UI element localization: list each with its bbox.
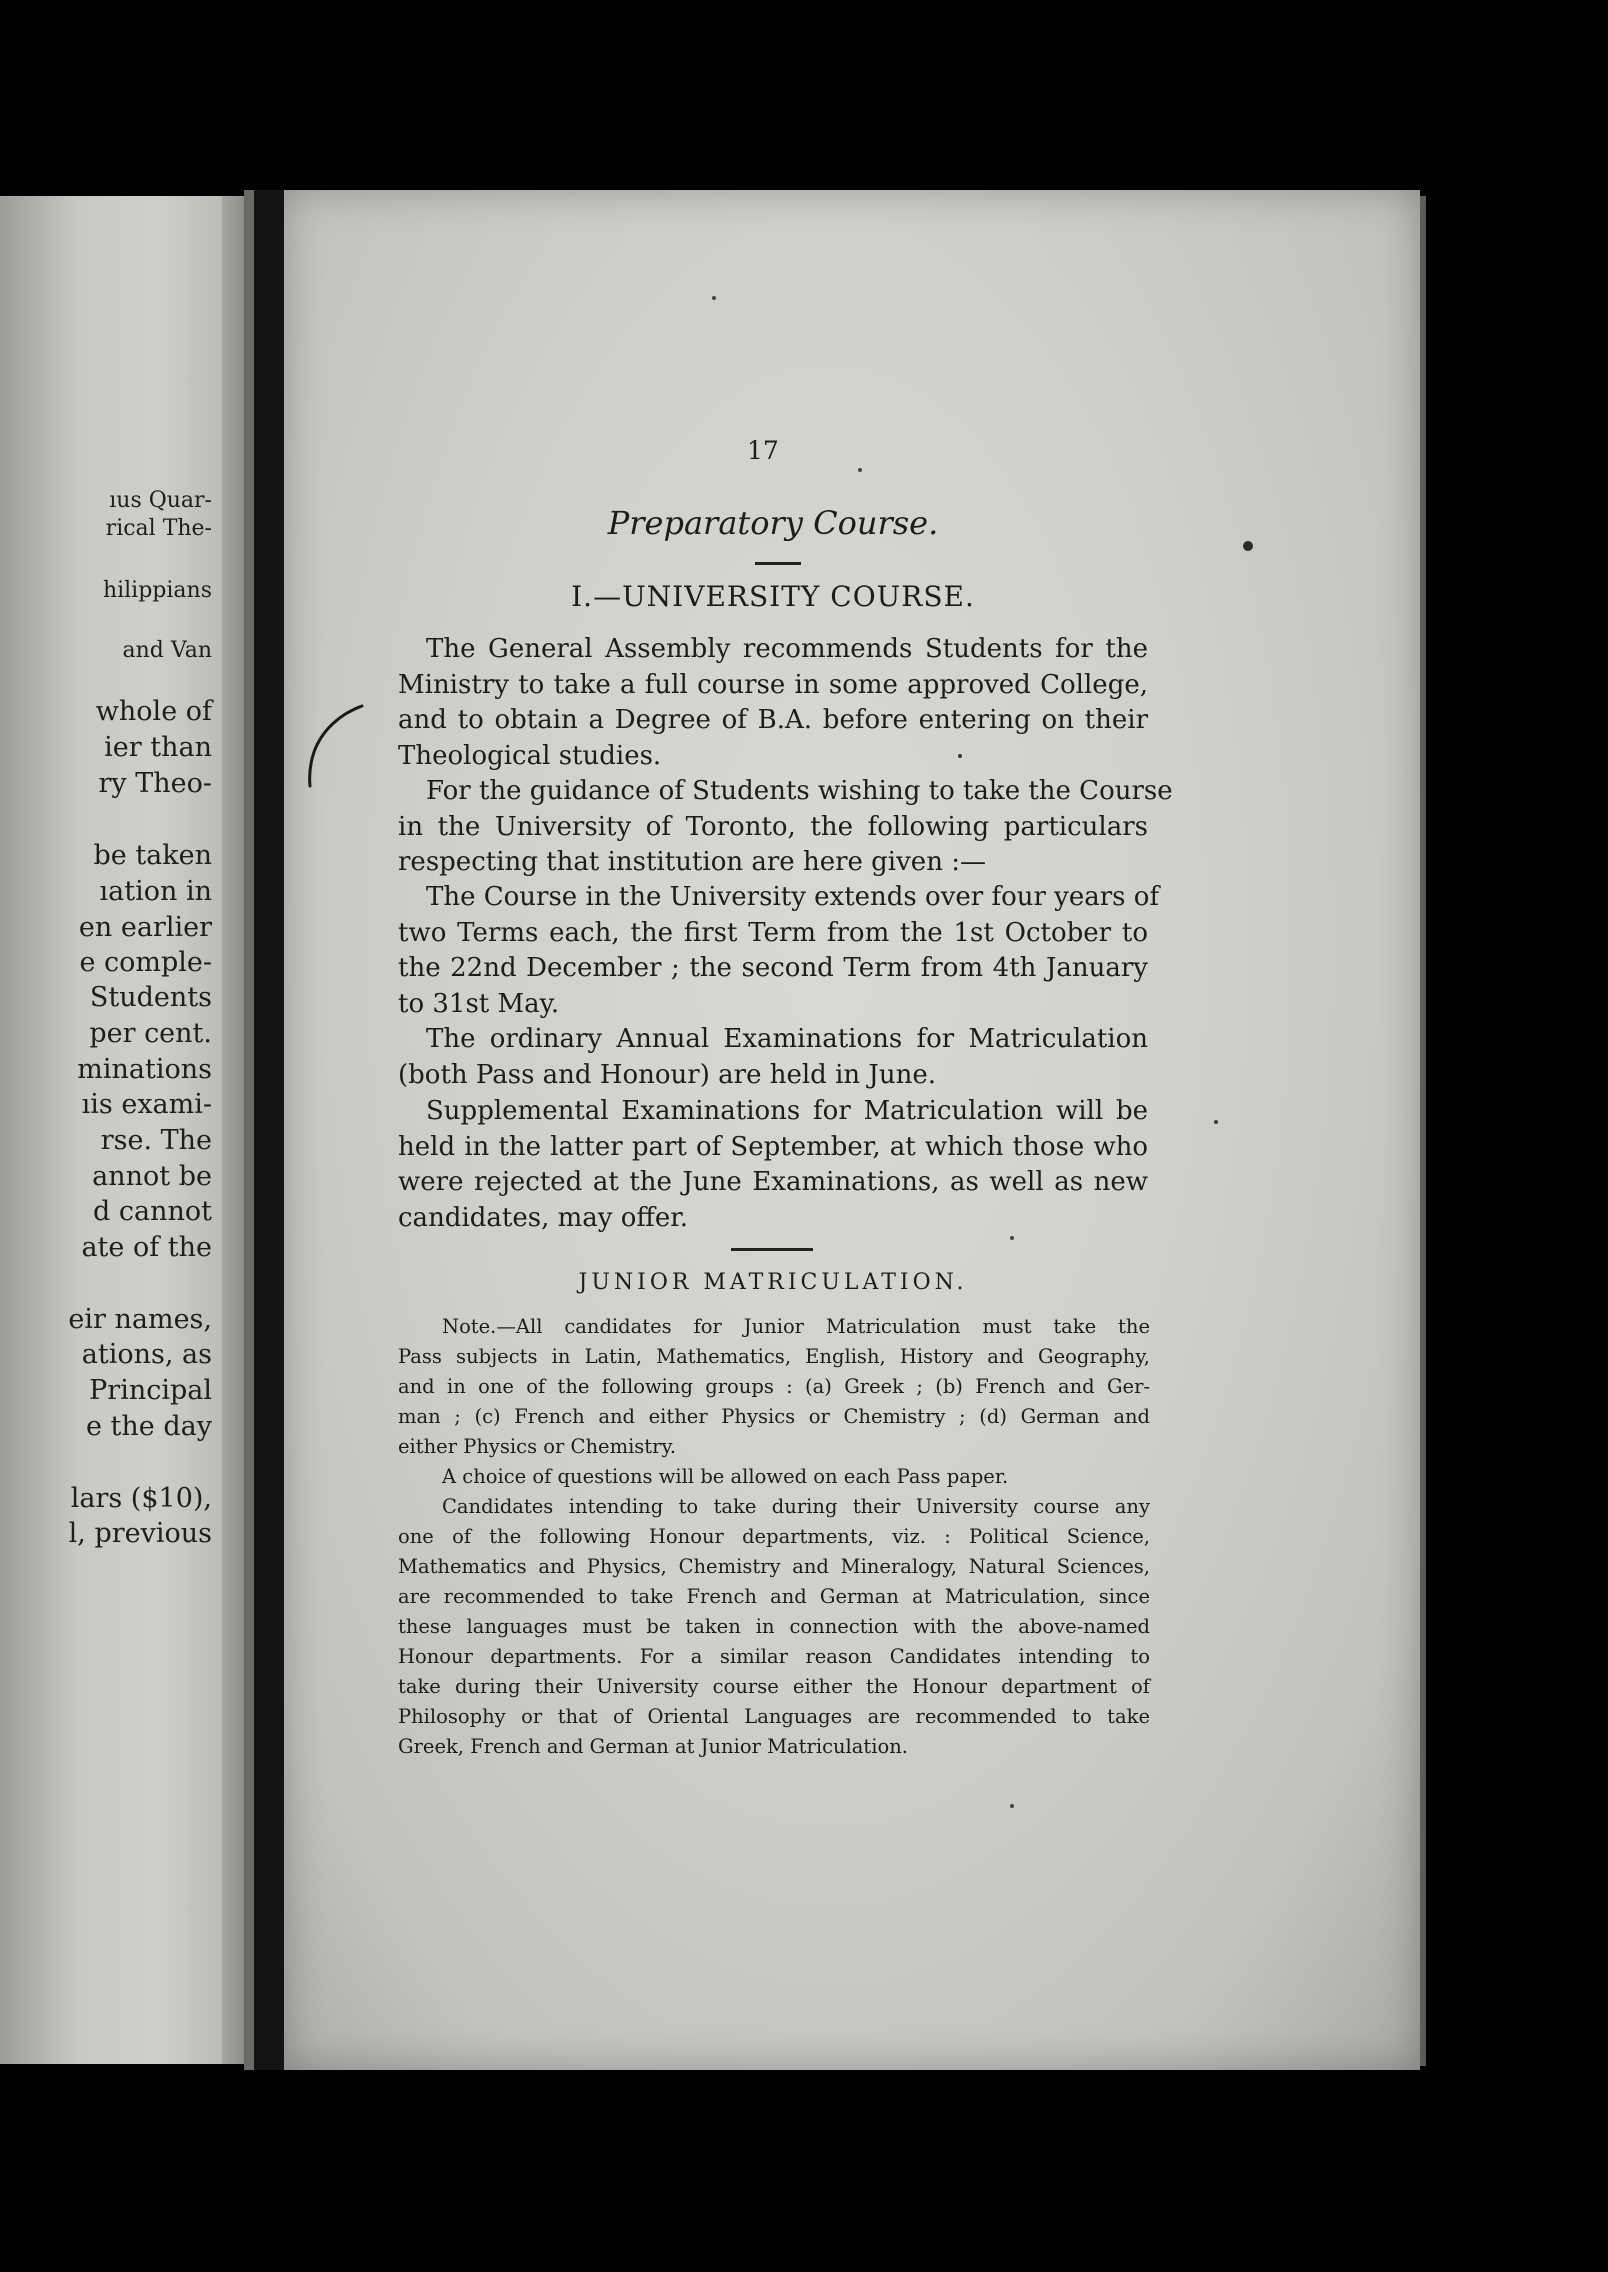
note-line: these languages must be taken in connection with the above-named [398, 1615, 1150, 1638]
paragraph-line: and to obtain a Degree of B.A. before entering on their [398, 705, 1148, 735]
note-line: one of the following Honour departments, viz. : Political Science, [398, 1525, 1150, 1548]
left-page-line: e comple- [79, 947, 212, 978]
left-page-line: and Van [122, 638, 212, 663]
left-page-gutter [222, 196, 244, 2064]
left-page-line: ier than [104, 732, 212, 763]
left-page-line: be taken [93, 840, 212, 871]
body-paragraph [398, 1094, 1148, 1236]
note-line: Note.—All candidates for Junior Matriculation must take the [442, 1315, 1150, 1338]
left-page-line: Students [89, 982, 212, 1013]
body-paragraph [398, 632, 1148, 774]
page-edge [1420, 196, 1426, 2066]
binding-shadow [254, 190, 284, 2070]
note-paragraph [398, 1492, 1150, 1762]
paragraph-line: to 31st May. [398, 988, 560, 1019]
section-heading: I.—UNIVERSITY COURSE. [571, 580, 975, 613]
left-page-line: ıation in [99, 876, 212, 907]
note-line: Philosophy or that of Oriental Languages are recommended to take [398, 1705, 1150, 1728]
paragraph-line: candidates, may offer. [398, 1202, 689, 1233]
paragraph-line: respecting that institution are here given :— [398, 847, 986, 877]
note-line: and in one of the following groups : (a) Greek ; (b) French and Ger- [398, 1375, 1150, 1398]
left-page-line: e the day [86, 1411, 212, 1442]
left-page-line: ations, as [81, 1339, 212, 1370]
left-page-line: ıis exami- [81, 1089, 212, 1120]
left-page-line: whole of [95, 696, 212, 727]
paragraph-line: held in the latter part of September, at which those who [398, 1131, 1148, 1162]
left-page-line: lars ($10), [70, 1483, 212, 1514]
paragraph-line: (both Pass and Honour) are held in June. [398, 1059, 936, 1090]
sub-heading: JUNIOR MATRICULATION. [578, 1270, 968, 1295]
left-page-fragment [0, 196, 222, 2064]
paragraph-line: For the guidance of Students wishing to take the Course [426, 776, 1173, 806]
left-page-line: ry Theo- [98, 768, 212, 799]
paragraph-line: Theological studies. [398, 740, 662, 771]
left-page-line: ıus Quar- [109, 488, 212, 513]
note-line: Greek, French and German at Junior Matriculation. [398, 1735, 908, 1758]
left-page-line: l, previous [68, 1518, 212, 1549]
left-page-line: hilippians [102, 578, 212, 603]
note-line: take during their University course either the Honour department of [398, 1675, 1150, 1698]
note-line: Honour departments. For a similar reason Candidates intending to [398, 1645, 1150, 1668]
left-page-line: rical The- [105, 516, 212, 541]
left-page-line: per cent. [89, 1018, 212, 1049]
paragraph-line: The Course in the University extends over four years of [426, 882, 1160, 912]
left-page-line: d cannot [93, 1196, 212, 1227]
left-page-line: ate of the [81, 1232, 212, 1263]
left-page-line: en earlier [78, 912, 212, 943]
paragraph-line: the 22nd December ; the second Term from 4th January [398, 953, 1148, 983]
left-page-line: minations [77, 1054, 212, 1085]
note-line: man ; (c) French and either Physics or Chemistry ; (d) German and [398, 1405, 1150, 1428]
title-rule [755, 562, 801, 565]
left-page-line: Principal [89, 1375, 212, 1406]
page-number: 17 [747, 436, 779, 465]
note-line: Candidates intending to take during their University course any [442, 1495, 1150, 1518]
note-paragraph [398, 1312, 1150, 1462]
paragraph-line: two Terms each, the first Term from the 1st October to [398, 917, 1148, 948]
left-page-line: eir names, [68, 1304, 212, 1335]
paragraph-line: Supplemental Examinations for Matriculation will be [426, 1096, 1148, 1126]
body-paragraph [398, 774, 1173, 881]
body-paragraph [398, 1022, 1148, 1093]
paragraph-line: The General Assembly recommends Students for the [426, 634, 1148, 664]
book-spine [244, 190, 254, 2070]
paragraph-line: in the University of Toronto, the following particulars [398, 811, 1148, 842]
paragraph-line: The ordinary Annual Examinations for Matriculation [426, 1024, 1148, 1054]
note-line: Pass subjects in Latin, Mathematics, English, History and Geography, [398, 1345, 1150, 1368]
note-line: Mathematics and Physics, Chemistry and Mineralogy, Natural Sciences, [398, 1555, 1150, 1578]
page-title: Preparatory Course. [607, 504, 939, 542]
section-rule [731, 1248, 813, 1251]
note-line: A choice of questions will be allowed on each Pass paper. [442, 1465, 1009, 1488]
left-page-line: annot be [92, 1161, 212, 1192]
paragraph-line: Ministry to take a full course in some approved College, [398, 669, 1148, 700]
pen-mark-icon [300, 700, 370, 790]
paragraph-line: were rejected at the June Examinations, as well as new [398, 1167, 1148, 1197]
note-line: either Physics or Chemistry. [398, 1435, 677, 1458]
left-page-line: rse. The [100, 1125, 212, 1156]
note-paragraph [398, 1462, 1150, 1492]
note-line: are recommended to take French and German at Matriculation, since [398, 1585, 1150, 1608]
body-paragraph [398, 880, 1160, 1022]
